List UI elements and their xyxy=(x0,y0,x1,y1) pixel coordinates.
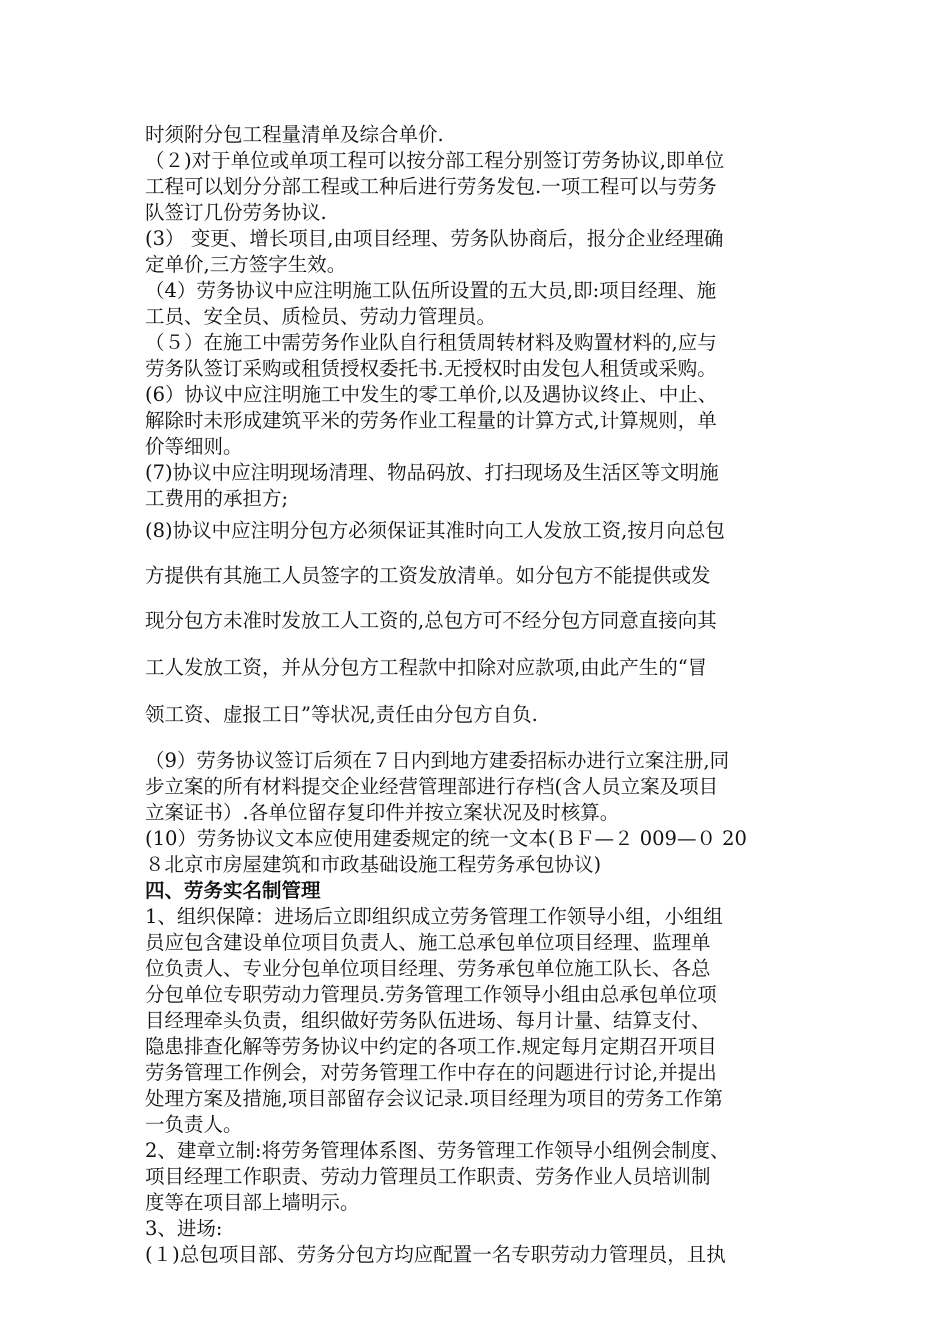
text-line: 工员、安全员、质检员、劳动力管理员。 xyxy=(145,305,497,328)
text-line: 工程可以划分分部工程或工种后进行劳务发包.一项工程可以与劳务 xyxy=(145,175,717,198)
text-line: (8)协议中应注明分包方必须保证其准时向工人发放工资,按月向总包 xyxy=(145,519,725,542)
text-line: 位负责人、专业分包单位项目经理、劳务承包单位施工队长、各总 xyxy=(145,957,711,980)
text-line: 领工资、虚报工日”等状况,责任由分包方自负. xyxy=(145,703,538,726)
text-line: ８北京市房屋建筑和市政基础设施工程劳务承包协议) xyxy=(145,853,602,876)
text-line: 队签订几份劳务协议. xyxy=(145,201,327,224)
text-line: (7)协议中应注明现场清理、物品码放、打扫现场及生活区等文明施 xyxy=(145,461,719,484)
text-line: (１)总包项目部、劳务分包方均应配置一名专职劳动力管理员，且执 xyxy=(145,1243,726,1266)
text-line: 3、进场: xyxy=(145,1217,223,1240)
text-line: 工费用的承担方; xyxy=(145,487,289,510)
text-line: 步立案的所有材料提交企业经营管理部进行存档(含人员立案及项目 xyxy=(145,775,719,798)
text-line: 2、建章立制:将劳务管理体系图、劳务管理工作领导小组例会制度、 xyxy=(145,1139,730,1162)
text-line: （２)对于单位或单项工程可以按分部工程分别签订劳务协议,即单位 xyxy=(145,149,725,172)
text-line: 一负责人。 xyxy=(145,1113,243,1136)
text-line: 隐患排查化解等劳务协议中约定的各项工作.规定每月定期召开项目 xyxy=(145,1035,717,1058)
text-line: 1、组织保障：进场后立即组织成立劳务管理工作领导小组，小组组 xyxy=(145,905,723,928)
text-line: 劳务管理工作例会，对劳务管理工作中存在的问题进行讨论,并提出 xyxy=(145,1061,717,1084)
text-line: (3） 变更、增长项目,由项目经理、劳务队协商后，报分企业经理确 xyxy=(145,227,724,250)
text-line: 现分包方未准时发放工人工资的,总包方可不经分包方同意直接向其 xyxy=(145,609,717,632)
text-line: （9）劳务协议签订后须在７日内到地方建委招标办进行立案注册,同 xyxy=(145,749,730,772)
text-line: （4）劳务协议中应注明施工队伍所设置的五大员,即:项目经理、施 xyxy=(145,279,717,302)
text-line: (10）劳务协议文本应使用建委规定的统一文本(ＢＦ—２ 009—０ 20 xyxy=(145,827,747,850)
text-line: 度等在项目部上墙明示。 xyxy=(145,1191,360,1214)
text-line: 工人发放工资，并从分包方工程款中扣除对应款项,由此产生的“冒 xyxy=(145,656,708,679)
text-line: 劳务队签订采购或租赁授权委托书.无授权时由发包人租赁或采购。 xyxy=(145,357,717,380)
text-line: 解除时未形成建筑平米的劳务作业工程量的计算方式,计算规则，单 xyxy=(145,409,717,432)
section-heading: 四、劳务实名制管理 xyxy=(145,879,321,902)
text-line: （５）在施工中需劳务作业队自行租赁周转材料及购置材料的,应与 xyxy=(145,331,717,354)
text-line: 立案证书）.各单位留存复印件并按立案状况及时核算。 xyxy=(145,801,620,824)
text-line: 价等细则。 xyxy=(145,435,243,458)
text-line: 方提供有其施工人员签字的工资发放清单。如分包方不能提供或发 xyxy=(145,564,711,587)
text-line: 项目经理工作职责、劳动力管理员工作职责、劳务作业人员培训制 xyxy=(145,1165,711,1188)
text-line: 定单价,三方签字生效。 xyxy=(145,253,347,276)
text-line: 分包单位专职劳动力管理员.劳务管理工作领导小组由总承包单位项 xyxy=(145,983,717,1006)
text-line: 目经理牵头负责，组织做好劳务队伍进场、每月计量、结算支付、 xyxy=(145,1009,711,1032)
text-line: 时须附分包工程量清单及综合单价. xyxy=(145,123,444,146)
text-line: 员应包含建设单位项目负责人、施工总承包单位项目经理、监理单 xyxy=(145,931,711,954)
text-line: 处理方案及措施,项目部留存会议记录.项目经理为项目的劳务工作第 xyxy=(145,1087,723,1110)
text-line: (6）协议中应注明施工中发生的零工单价,以及遇协议终止、中止、 xyxy=(145,383,718,406)
